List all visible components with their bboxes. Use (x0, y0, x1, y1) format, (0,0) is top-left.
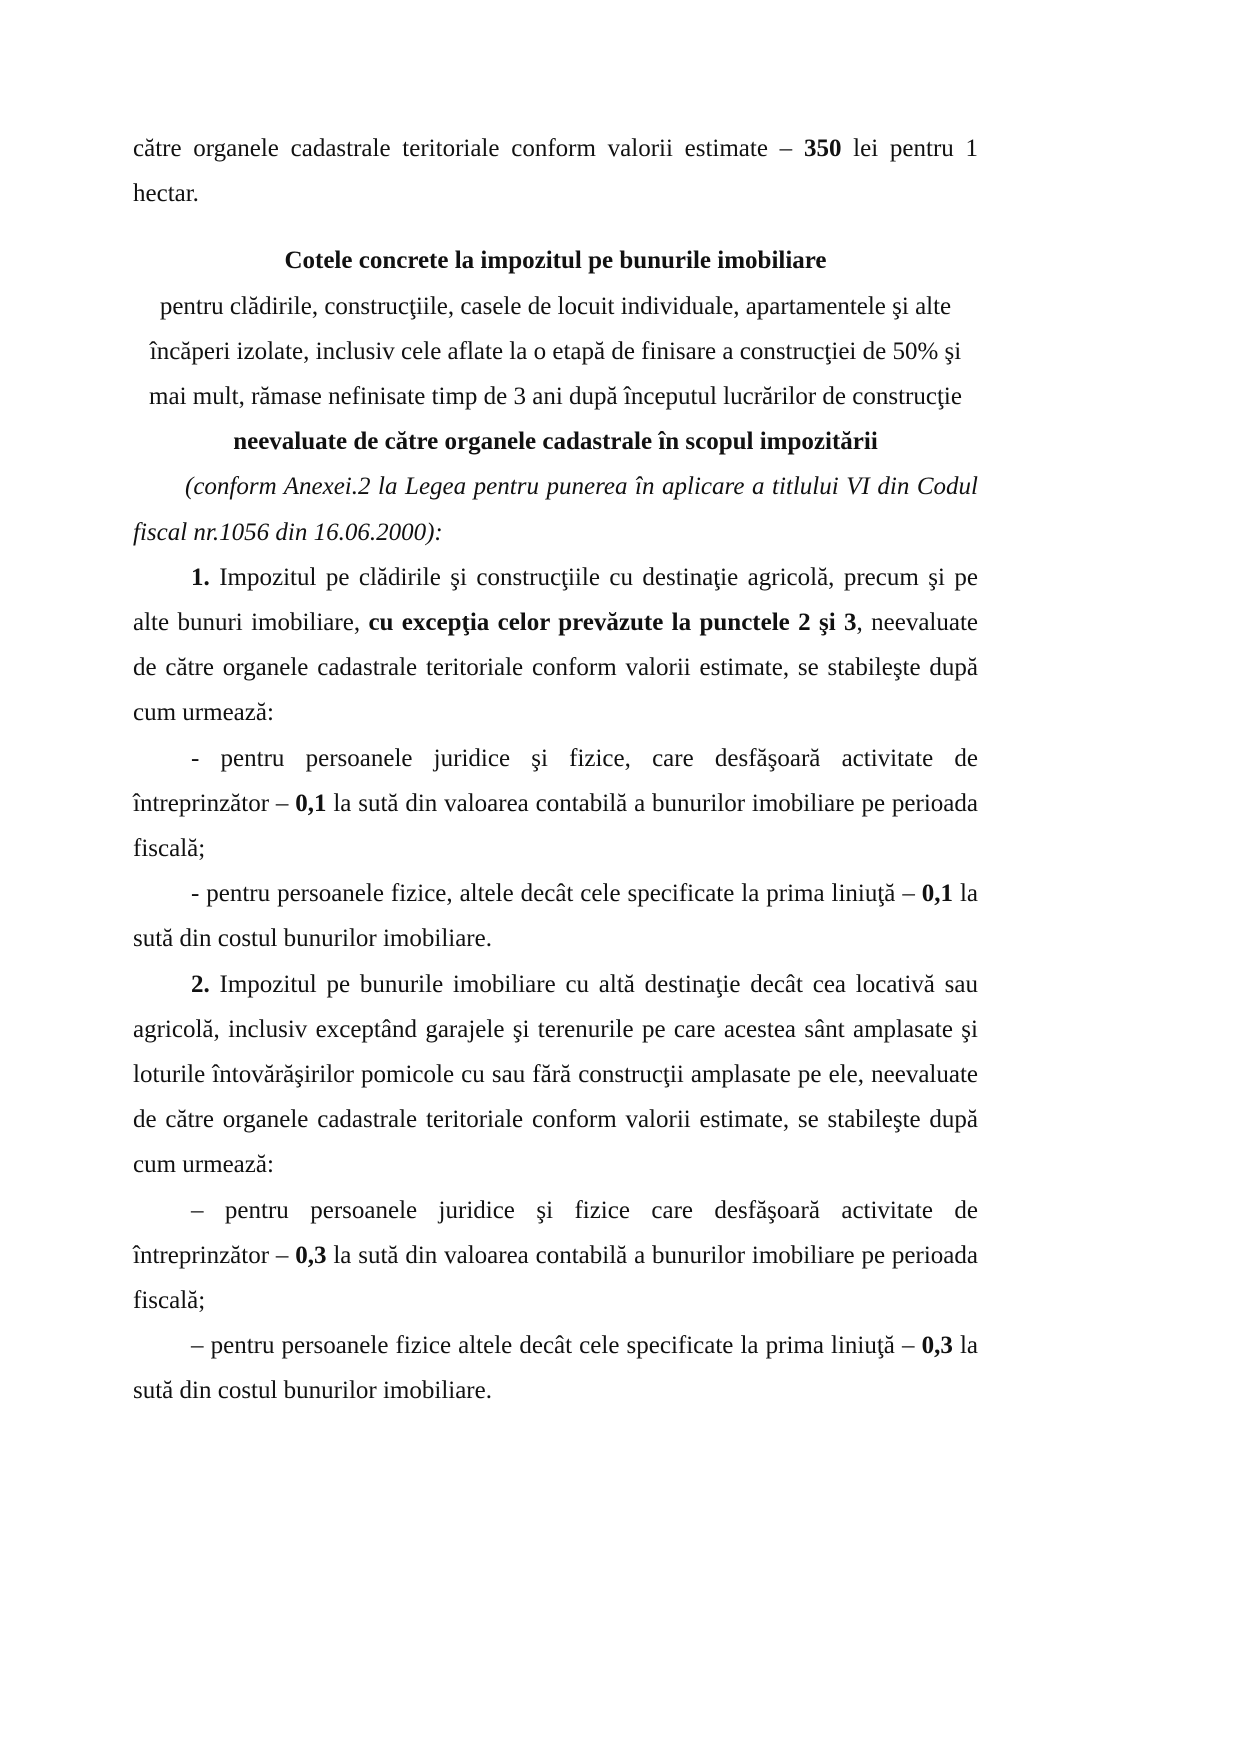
section-2-item-1: – pentru persoanele juridice şi fizice care desfăşoară activitate de întreprinzător – 0,3 la sută din valoarea contabilă a bunurilor imobiliare pe perioada fiscală; (133, 1196, 978, 1315)
section-2-number: 2. (191, 970, 210, 998)
section-2-item-2: – pentru persoanele fizice altele decât cele specificate la prima liniuţă – 0,3 la sută din costul bunurilor imobiliare. (133, 1332, 978, 1405)
document-page (133, 126, 978, 1414)
section-2-paragraph: 2. Impozitul pe bunurile imobiliare cu altă destinaţie decât cea locativă sau agricolă, inclusiv exceptând garajele şi terenurile pe care acestea sânt amplasate şi loturile întovărăşirilor pomicole cu sau fără construcţii amplasate pe ele, neevaluate de către organele cadastrale teritoriale conform valorii estimate, se stabileşte după cum urmează: (133, 970, 978, 1179)
section-1-item-1: - pentru persoanele juridice şi fizice, care desfăşoară activitate de întreprinzător – 0,1 la sută din valoarea contabilă a bunurilor imobiliare pe perioada fiscală; (133, 744, 978, 863)
rate-value: 0,1 (921, 880, 954, 908)
legal-reference: (conform Anexei.2 la Legea pentru punerea în aplicare a titlului VI din Codul fiscal nr.1056 din 16.06.2000): (133, 473, 978, 546)
section-1-item-2: - pentru persoanele fizice, altele decât cele specificate la prima liniuţă – 0,1 la sută din costul bunurilor imobiliare. (133, 880, 978, 953)
section-1-paragraph: 1. Impozitul pe clădirile şi construcţiile cu destinaţie agricolă, precum şi pe alte bunuri imobiliare, cu excepţia celor prevăzute la punctele 2 şi 3, neevaluate de către organele cadastrale teritoriale conform valorii estimate, se stabileşte după cum urmează: (133, 563, 978, 727)
intro-paragraph: către organele cadastrale teritoriale conform valorii estimate – 350 lei pentru 1 hectar. (133, 135, 979, 208)
section-subtitle: pentru clădirile, construcţiile, casele de locuit individuale, apartamentele şi alte încăperi izolate, inclusiv cele aflate la o etapă de finisare a construcţiei de 50% şi mai mult, rămase nefinisate timp de 3 ani după începutul lucrărilor de construcţie neevaluate de către organele cadastrale în scopul impozitării (149, 292, 962, 456)
rate-value: 0,3 (921, 1332, 953, 1360)
rate-value: 0,3 (295, 1241, 327, 1269)
rate-value: 0,1 (295, 789, 327, 817)
section-title: Cotele concrete la impozitul pe bunurile imobiliare (284, 247, 827, 275)
section-1-number: 1. (191, 563, 210, 591)
rate-value: 350 (803, 135, 842, 162)
